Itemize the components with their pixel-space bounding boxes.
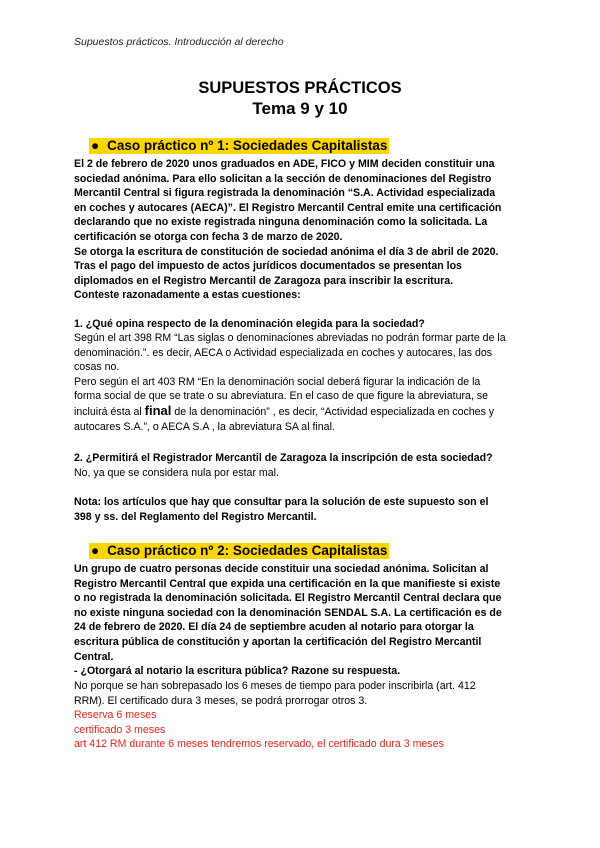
answer-line: No, ya que se considera nula por estar mal. [74,467,279,479]
case2-heading [89,542,389,560]
document-subtitle: Tema 9 y 10 [252,99,348,118]
case1-statement-line: Conteste razonadamente a estas cuestiones: [74,289,301,302]
red-note-line: certificado 3 meses [74,723,166,736]
case1-statement-line: certificación se otorga con fecha 3 de marzo de 2020. [74,230,343,243]
case2-answer [74,679,534,708]
page-header: Supuestos prácticos. Introducción al derecho [74,36,284,48]
case2-statement-line: escritura pública de constitución y aportan la certificación del Registro Mercantil [74,635,482,648]
answer-line: Según el art 398 RM “Las siglas o denominaciones abreviadas no podrán formar parte de la [74,332,506,344]
case1-question-2 [74,451,534,466]
answer-line: denominación.”. es decir, AECA o Actividad especializada en coches y autocares, las dos [74,346,493,359]
case1-heading-text: Caso práctico nº 1: Sociedades Capitalistas [107,138,388,153]
case2-statement-line: Un grupo de cuatro personas decide constituir una sociedad anónima. Solicitan al [74,563,489,575]
bullet-icon: ● [91,138,100,153]
case2-statement-line: no existe ninguna sociedad con la denominación SENDAL S.A. La certificación es de [74,606,502,619]
case1-statement-line: sociedad anónima. Para ello solicitan a la sección de denominaciones del Registro [74,172,492,185]
case2-statement-line: o no registrada la denominación solicitada. El Registro Mercantil Central declara que [74,592,502,605]
question-text: 2. ¿Permitirá el Registrador Mercantil de Zaragoza la inscripción de esta sociedad? [74,452,493,464]
answer-fragment: de la denominación” , es decir, “Actividad especializada en coches y [171,405,495,418]
case1-statement-line: diplomados en el Registro Mercantil de Zaragoza para inscribir la escritura. [74,274,454,287]
case1-statement-line: El 2 de febrero de 2020 unos graduados en ADE, FICO y MIM deciden constituir una [74,158,495,170]
answer-line: forma social de que se trate o su abreviatura. En el caso de que figure la abreviatura, se [74,390,488,403]
answer-line: RRM). El certificado dura 3 meses, se podrá prorrogar otros 3. [74,694,368,707]
case2-statement-line: Central. [74,650,114,663]
case1-question-1 [74,317,534,332]
case1-statement [74,157,534,303]
case2-red-notes [74,708,534,752]
case1-statement-line: declarando que no existe registrada ninguna denominación como la solicitada. La [74,216,488,229]
red-note-line: Reserva 6 meses [74,709,157,721]
case1-statement-line: Se otorga la escritura de constitución de sociedad anónima el día 3 de abril de 2020. [74,245,499,258]
case2-heading-highlight [89,543,389,559]
question-text: 1. ¿Qué opina respecto de la denominación elegida para la sociedad? [74,318,425,330]
emphasized-word: final [144,402,172,418]
case1-heading [89,137,389,155]
answer-line: Pero según el art 403 RM “En la denominación social deberá figurar la indicación de la [74,375,481,388]
case1-statement-line: en coches y autocares (AECA)”. El Registro Mercantil Central emite una certificación [74,201,502,214]
case2-heading-text: Caso práctico nº 2: Sociedades Capitalistas [107,543,388,558]
answer-line: autocares S.A.”, o AECA S.A , la abreviatura SA al final. [74,420,335,433]
case1-answer-2 [74,466,534,481]
case1-statement-line: Tras el pago del impuesto de actos jurídicos documentados se presentan los [74,260,462,273]
case2-statement-line: Registro Mercantil Central que expida una certificación en la que manifieste si existe [74,577,501,590]
answer-line: No porque se han sobrepasado los 6 meses de tiempo para poder inscribirla (art. 412 [74,680,476,692]
answer-fragment: incluirá ésta al [74,405,145,418]
note-line: 398 y ss. del Reglamento del Registro Mercantil. [74,510,317,523]
case2-question: - ¿Otorgará al notario la escritura pública? Razone su respuesta. [74,665,401,678]
document-title: SUPUESTOS PRÁCTICOS [198,79,402,97]
bullet-icon: ● [91,543,100,558]
case1-statement-line: Mercantil Central si figura registrada la denominación “S.A. Actividad especializada [74,187,496,200]
case1-answer-1 [74,331,534,435]
case1-note [74,495,534,524]
case1-heading-highlight [89,138,389,154]
answer-line [74,404,534,420]
red-note-line: art 412 RM durante 6 meses tendremos reservado, el certificado dura 3 meses [74,738,444,751]
case2-statement [74,562,534,679]
answer-line: cosas no. [74,361,120,374]
case2-statement-line: 24 de febrero de 2020. El día 24 de septiembre acuden al notario para otorgar la [74,621,474,634]
note-line: Nota: los artículos que hay que consultar para la solución de este supuesto son el [74,496,489,508]
